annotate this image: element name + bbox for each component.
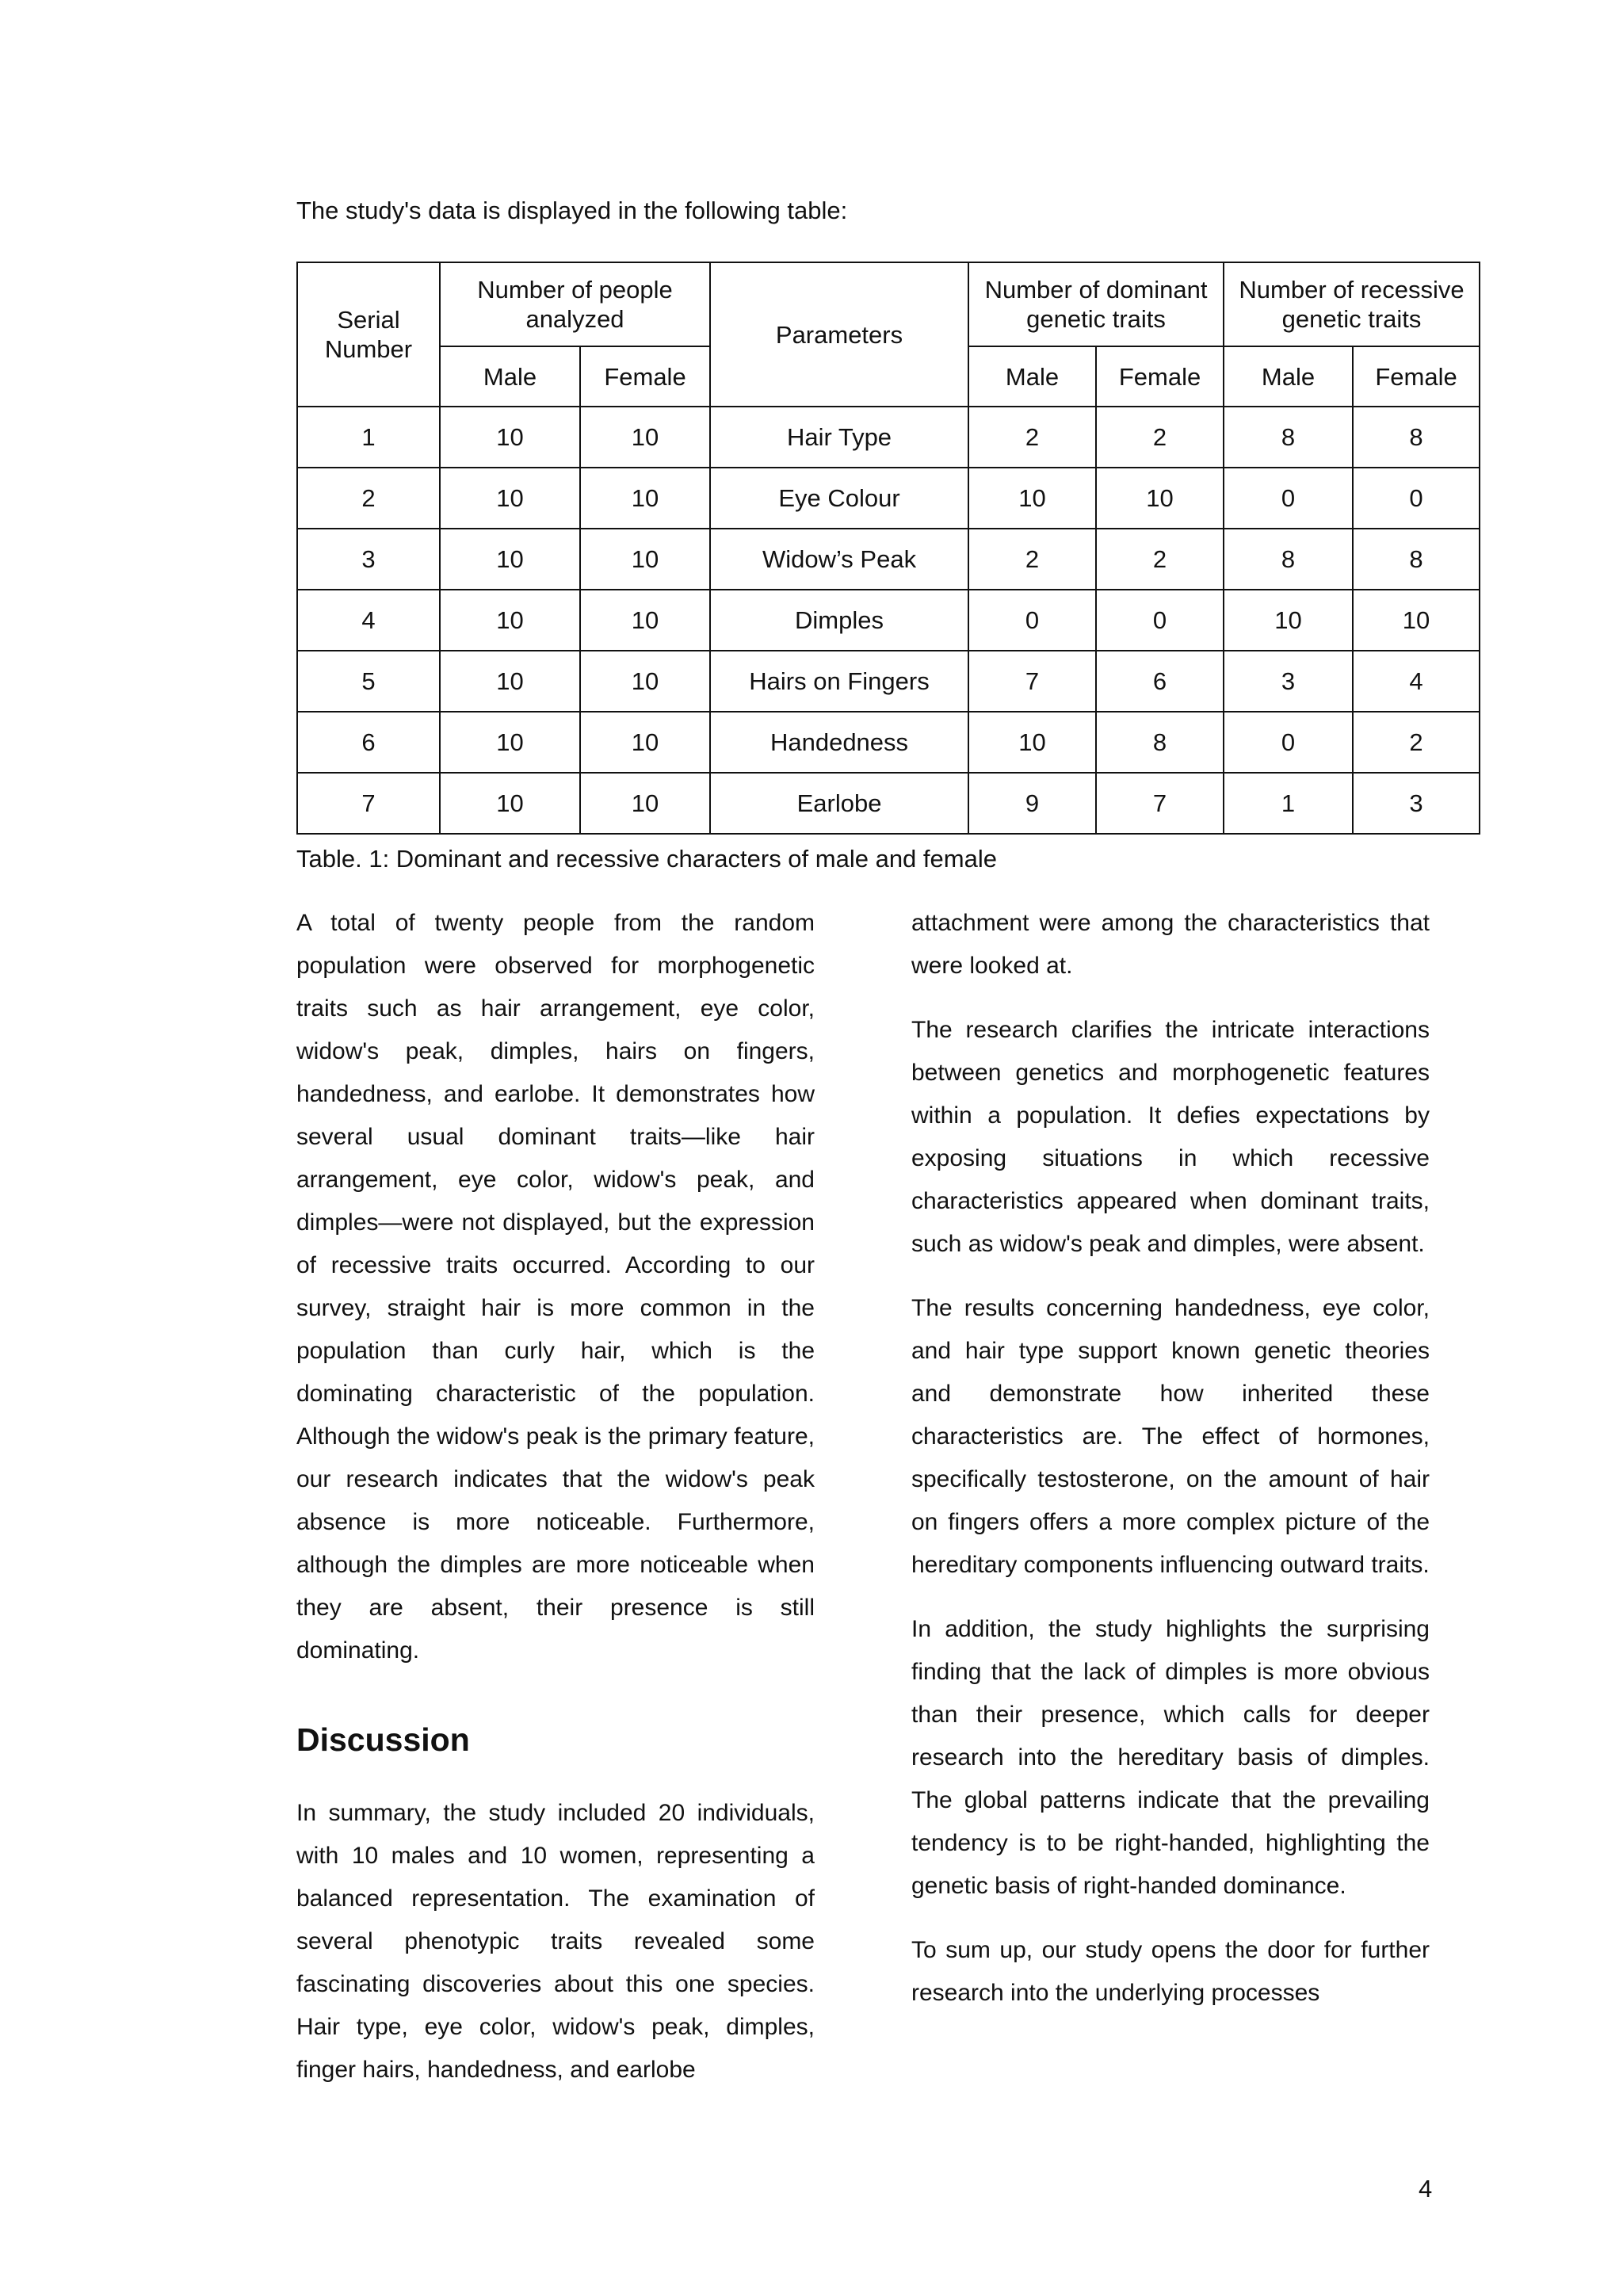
header-parameters: Parameters (710, 262, 968, 407)
cell-recessive-female: 10 (1353, 590, 1480, 651)
cell-serial: 7 (297, 773, 440, 834)
table-intro-text: The study's data is displayed in the following table: (296, 197, 848, 224)
cell-people-male: 10 (440, 773, 580, 834)
cell-dominant-female: 10 (1096, 468, 1224, 529)
right-paragraph-1: attachment were among the characteristics that were looked at. (911, 910, 1430, 979)
discussion-heading: Discussion (296, 1721, 470, 1758)
cell-serial: 5 (297, 651, 440, 712)
cell-dominant-male: 7 (968, 651, 1096, 712)
table-header-row (297, 262, 1480, 346)
table-caption: Table. 1: Dominant and recessive characters of male and female (296, 845, 997, 873)
cell-people-female: 10 (580, 590, 710, 651)
cell-dominant-male: 10 (968, 712, 1096, 773)
cell-serial: 6 (297, 712, 440, 773)
cell-people-male: 10 (440, 529, 580, 590)
table-row (297, 651, 1480, 712)
cell-people-female: 10 (580, 468, 710, 529)
subheader-people-female: Female (580, 346, 710, 407)
table-row (297, 712, 1480, 773)
cell-parameter: Widow’s Peak (710, 529, 968, 590)
cell-parameter: Dimples (710, 590, 968, 651)
results-paragraph: A total of twenty people from the random population were observed for morphogenetic traits such as hair arrangement, eye color, widow's peak, dimples, hairs on fingers, handedness, and earlobe. It demonstrates how several usual dominant traits—like hair arrangement, eye color, widow's peak, and dimples—were not displayed, but the expression of recessive traits occurred. According to our survey, straight hair is more common in the population than curly hair, which is the dominating characteristic of the population. Although the widow's peak is the primary feature, our research indicates that the widow's peak absence is more noticeable. Furthermore, although the dimples are more noticeable when they are absent, their presence is still dominating. (296, 910, 815, 1664)
table-row (297, 407, 1480, 468)
cell-recessive-male: 8 (1224, 529, 1353, 590)
cell-people-female: 10 (580, 529, 710, 590)
cell-people-male: 10 (440, 590, 580, 651)
right-paragraph-4: In addition, the study highlights the surprising finding that the lack of dimples is more obvious than their presence, which calls for deeper research into the hereditary basis of dimples. The global patterns indicate that the prevailing tendency is to be right-handed, highlighting the genetic basis of right-handed dominance. (911, 1616, 1430, 1899)
table-row (297, 590, 1480, 651)
cell-recessive-male: 8 (1224, 407, 1353, 468)
cell-recessive-female: 3 (1353, 773, 1480, 834)
cell-dominant-male: 0 (968, 590, 1096, 651)
header-people-analyzed: Number of people analyzed (440, 262, 710, 346)
page-number: 4 (1419, 2175, 1433, 2202)
cell-recessive-female: 2 (1353, 712, 1480, 773)
cell-parameter: Eye Colour (710, 468, 968, 529)
cell-dominant-male: 2 (968, 529, 1096, 590)
cell-dominant-female: 0 (1096, 590, 1224, 651)
table-row (297, 529, 1480, 590)
cell-recessive-male: 0 (1224, 468, 1353, 529)
left-text-column (296, 902, 815, 2113)
cell-dominant-female: 7 (1096, 773, 1224, 834)
cell-dominant-male: 10 (968, 468, 1096, 529)
cell-recessive-female: 4 (1353, 651, 1480, 712)
cell-dominant-male: 2 (968, 407, 1096, 468)
cell-recessive-female: 8 (1353, 407, 1480, 468)
cell-people-female: 10 (580, 407, 710, 468)
cell-parameter: Hair Type (710, 407, 968, 468)
subheader-dominant-male: Male (968, 346, 1096, 407)
cell-recessive-male: 3 (1224, 651, 1353, 712)
cell-recessive-female: 8 (1353, 529, 1480, 590)
discussion-paragraph: In summary, the study included 20 individuals, with 10 males and 10 women, representing a balanced representation. The examination of several phenotypic traits revealed some fascinating discoveries about this one species. Hair type, eye color, widow's peak, dimples, finger hairs, handedness, and earlobe (296, 1800, 815, 2083)
cell-people-female: 10 (580, 773, 710, 834)
cell-serial: 1 (297, 407, 440, 468)
header-recessive-traits: Number of recessive genetic traits (1224, 262, 1480, 346)
cell-people-male: 10 (440, 468, 580, 529)
header-dominant-traits: Number of dominant genetic traits (968, 262, 1224, 346)
cell-recessive-male: 10 (1224, 590, 1353, 651)
cell-people-male: 10 (440, 651, 580, 712)
cell-dominant-female: 8 (1096, 712, 1224, 773)
cell-serial: 4 (297, 590, 440, 651)
subheader-recessive-male: Male (1224, 346, 1353, 407)
cell-recessive-female: 0 (1353, 468, 1480, 529)
cell-people-female: 10 (580, 712, 710, 773)
cell-serial: 3 (297, 529, 440, 590)
cell-people-male: 10 (440, 407, 580, 468)
cell-recessive-male: 0 (1224, 712, 1353, 773)
subheader-dominant-female: Female (1096, 346, 1224, 407)
right-paragraph-3: The results concerning handedness, eye color, and hair type support known genetic theories and demonstrate how inherited these characteristics are. The effect of hormones, specifically testosterone, on the amount of hair on fingers offers a more complex picture of the hereditary components influencing outward traits. (911, 1295, 1430, 1578)
right-paragraph-2: The research clarifies the intricate interactions between genetics and morphogenetic features within a population. It defies expectations by exposing situations in which recessive characteristics appeared when dominant traits, such as widow's peak and dimples, were absent. (911, 1017, 1430, 1257)
cell-dominant-female: 2 (1096, 407, 1224, 468)
subheader-recessive-female: Female (1353, 346, 1480, 407)
header-serial-number: Serial Number (297, 262, 440, 407)
right-text-column (911, 902, 1430, 2036)
cell-parameter: Hairs on Fingers (710, 651, 968, 712)
subheader-people-male: Male (440, 346, 580, 407)
cell-parameter: Earlobe (710, 773, 968, 834)
table-row (297, 468, 1480, 529)
cell-people-male: 10 (440, 712, 580, 773)
cell-parameter: Handedness (710, 712, 968, 773)
table-row (297, 773, 1480, 834)
cell-dominant-female: 6 (1096, 651, 1224, 712)
right-paragraph-5: To sum up, our study opens the door for further research into the underlying processes (911, 1937, 1430, 2006)
cell-people-female: 10 (580, 651, 710, 712)
cell-dominant-female: 2 (1096, 529, 1224, 590)
cell-recessive-male: 1 (1224, 773, 1353, 834)
cell-serial: 2 (297, 468, 440, 529)
cell-dominant-male: 9 (968, 773, 1096, 834)
traits-table (296, 262, 1480, 835)
